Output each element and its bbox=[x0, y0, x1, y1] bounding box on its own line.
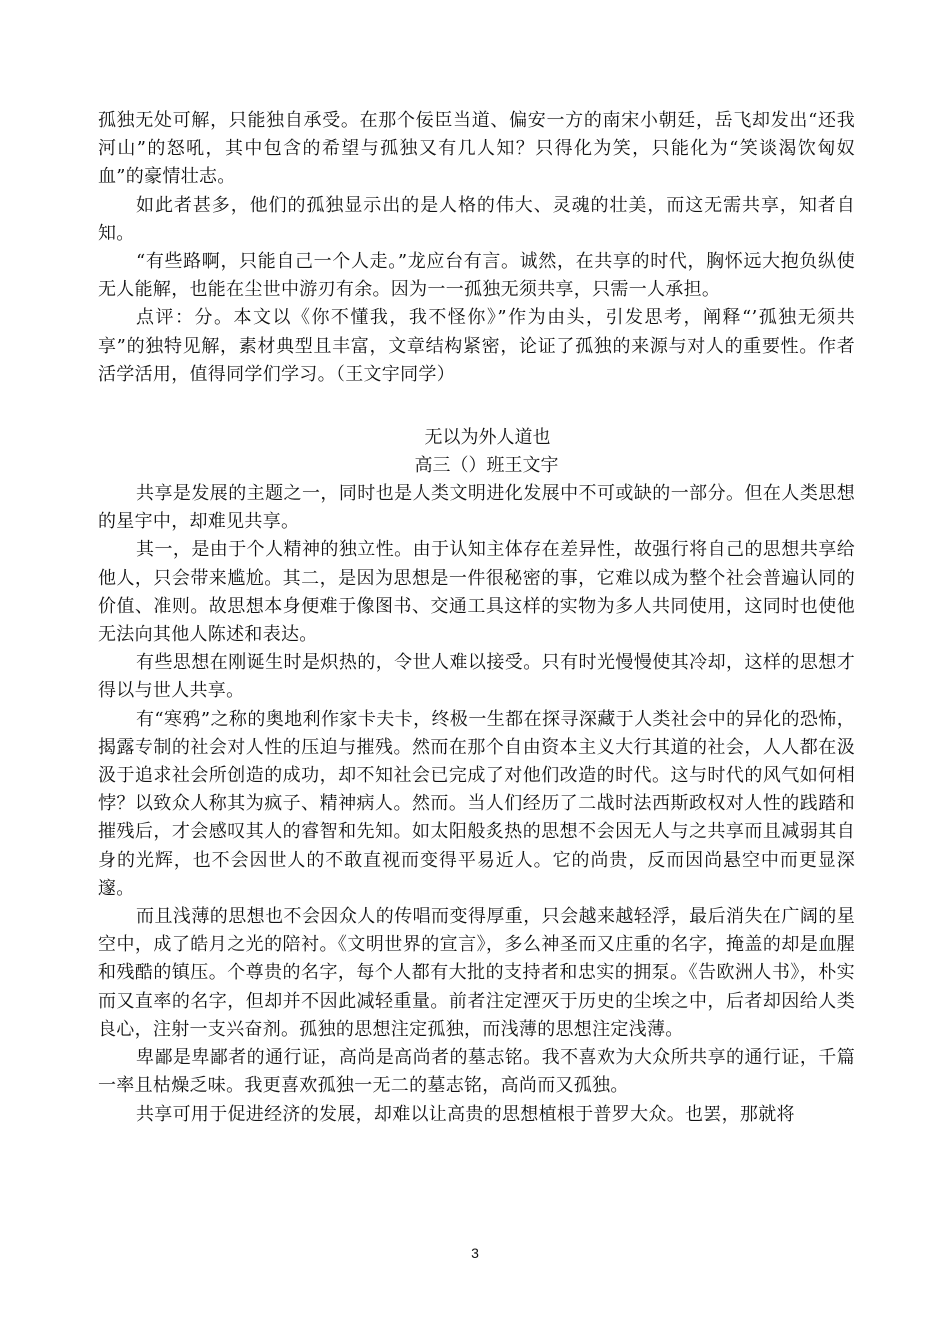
paragraph: 有“寒鸦”之称的奥地利作家卡夫卡，终极一生都在探寻深藏于人类社会中的异化的恐怖，揭露专制的社会对人性的压迫与摧残。然而在那个自由资本主义大行其道的社会，人人都在汲汲于追求社会所创造的成功，却不知社会已完成了对他们改造的时代。这与时代的风气如何相悖？以致众人称其为疯子、精神病人。然而。当人们经历了二战时法西斯政权对人性的践踏和摧残后，才会感叹其人的睿智和先知。如太阳般炙热的思想不会因无人与之共享而且减弱其自身的光辉，也不会因世人的不敢直视而变得平易近人。它的尚贵，反而因尚悬空中而更显深邃。 bbox=[98, 708, 855, 899]
paragraph: 其一，是由于个人精神的独立性。由于认知主体存在差异性，故强行将自己的思想共享给他人，只会带来尴尬。其二，是因为思想是一件很秘密的事，它难以成为整个社会普遍认同的价值、准则。故思想本身便难于像图书、交通工具这样的实物为多人共同使用，这同时也使他无法向其他人陈述和表达。 bbox=[98, 539, 855, 646]
paragraph: 而且浅薄的思想也不会因众人的传唱而变得厚重，只会越来越轻浮，最后消失在广阔的星空中，成了皓月之光的陪衬。《文明世界的宣言》，多么神圣而又庄重的名字，掩盖的却是血腥和残酷的镇压。个尊贵的名字，每个人都有大批的支持者和忠实的拥泵。《告欧洲人书》，朴实而又直率的名字，但却并不因此减轻重量。前者注定湮灭于历史的尘埃之中，后者却因给人类良心，注射一支兴奋剂。孤独的思想注定孤独，而浅薄的思想注定浅薄。 bbox=[98, 906, 855, 1040]
essay-body bbox=[98, 480, 855, 1129]
essay-title: 无以为外人道也 bbox=[424, 427, 551, 449]
paragraph: 如此者甚多，他们的孤独显示出的是人格的伟大、灵魂的壮美，而这无需共享，知者自知。 bbox=[98, 194, 855, 244]
commentary-paragraph: 点评：分。本文以《你不懂我，我不怪你》”作为由头，引发思考，阐释“’孤独无须共享”的独特见解，素材典型且丰富，文章结构紧密，论证了孤独的来源与对人的重要性。作者活学活用，值得同学们学习。（王文宇同学） bbox=[98, 307, 855, 385]
essay-byline: 高三（）班王文宇 bbox=[414, 455, 559, 477]
paragraph: 共享是发展的主题之一，同时也是人类文明进化发展中不可或缺的一部分。但在人类思想的星宇中，却难见共享。 bbox=[98, 483, 855, 533]
essay-heading bbox=[98, 424, 855, 480]
paragraph: 卑鄙是卑鄙者的通行证，高尚是高尚者的墓志铭。我不喜欢为大众所共享的通行证，千篇一率且枯燥乏味。我更喜欢孤独一无二的墓志铭，高尚而又孤独。 bbox=[98, 1047, 855, 1097]
previous-essay-section bbox=[98, 107, 855, 389]
page-body bbox=[98, 107, 855, 1129]
paragraph: 共享可用于促进经济的发展，却难以让高贵的思想植根于普罗大众。也罢，那就将 bbox=[136, 1103, 795, 1125]
page-number: 3 bbox=[471, 1245, 479, 1261]
paragraph: 有些思想在刚诞生时是炽热的，令世人难以接受。只有时光慢慢使其冷却，这样的思想才得以与世人共享。 bbox=[98, 652, 855, 702]
paragraph: 孤独无处可解，只能独自承受。在那个佞臣当道、偏安一方的南宋小朝廷，岳飞却发出“还我河山”的怒吼，其中包含的希望与孤独又有几人知？只得化为笑，只能化为“笑谈渴饮匈奴血”的豪情壮志。 bbox=[98, 110, 855, 188]
paragraph: “有些路啊，只能自己一个人走。”龙应台有言。诚然，在共享的时代，胸怀远大抱负纵使无人能解，也能在尘世中游刃有余。因为一一孤独无须共享，只需一人承担。 bbox=[98, 251, 855, 301]
